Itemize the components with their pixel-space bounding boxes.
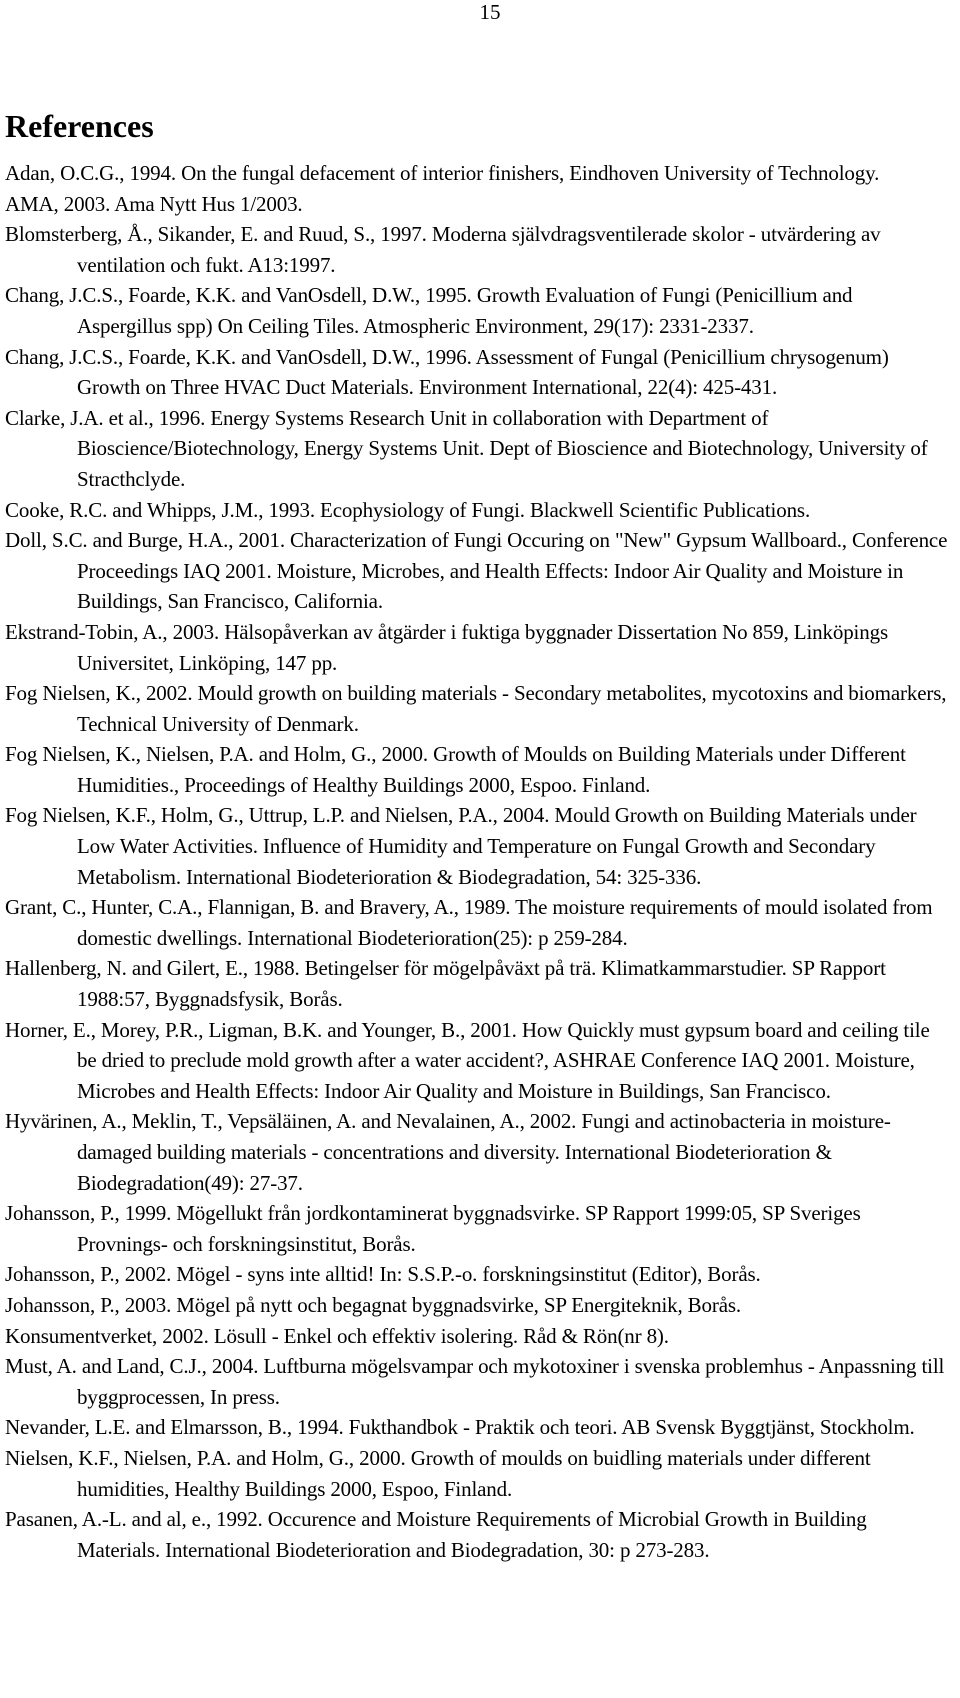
page-number: 15 bbox=[479, 0, 501, 24]
reference-entry: Konsumentverket, 2002. Lösull - Enkel och effektiv isolering. Råd & Rön(nr 8). bbox=[5, 1323, 669, 1348]
reference-entry: Hyvärinen, A., Meklin, T., Vepsäläinen, A. and Nevalainen, A., 2002. Fungi and actinobacteria in moisture-damaged building materials - concentrations and diversity. International Biodeterioration & Biodegradation(49): 27-37. bbox=[5, 1109, 891, 1195]
reference-entry: Chang, J.C.S., Foarde, K.K. and VanOsdell, D.W., 1995. Growth Evaluation of Fungi (Penicillium and Aspergillus spp) On Ceiling Tiles. Atmospheric Environment, 29(17): 2331-2337. bbox=[5, 283, 853, 338]
reference-list bbox=[5, 158, 950, 1565]
reference-entry: AMA, 2003. Ama Nytt Hus 1/2003. bbox=[5, 191, 303, 216]
reference-entry: Fog Nielsen, K., 2002. Mould growth on building materials - Secondary metabolites, mycotoxins and biomarkers, Technical University of Denmark. bbox=[5, 681, 947, 736]
reference-entry: Grant, C., Hunter, C.A., Flannigan, B. and Bravery, A., 1989. The moisture requirements of mould isolated from domestic dwellings. International Biodeterioration(25): p 259-284. bbox=[5, 895, 933, 950]
reference-entry: Doll, S.C. and Burge, H.A., 2001. Characterization of Fungi Occuring on "New" Gypsum Wallboard., Conference Proceedings IAQ 2001. Moisture, Microbes, and Health Effects: Indoor Air Quality and Moisture in Buildings, San Francisco, California. bbox=[5, 528, 948, 614]
reference-entry: Fog Nielsen, K.F., Holm, G., Uttrup, L.P. and Nielsen, P.A., 2004. Mould Growth on Building Materials under Low Water Activities. Influence of Humidity and Temperature on Fungal Growth and Secondary Metabolism. International Biodeterioration & Biodegradation, 54: 325-336. bbox=[5, 803, 917, 889]
reference-entry: Hallenberg, N. and Gilert, E., 1988. Betingelser för mögelpåväxt på trä. Klimatkammarstudier. SP Rapport 1988:57, Byggnadsfysik, Borås. bbox=[5, 956, 886, 1012]
reference-entry: Johansson, P., 1999. Mögellukt från jordkontaminerat byggnadsvirke. SP Rapport 1999:05, SP Sveriges Provnings- och forskningsinstitut, Borås. bbox=[5, 1201, 861, 1256]
reference-entry: Nevander, L.E. and Elmarsson, B., 1994. Fukthandbok - Praktik och teori. AB Svensk Byggtjänst, Stockholm. bbox=[5, 1415, 915, 1440]
reference-entry: Horner, E., Morey, P.R., Ligman, B.K. and Younger, B., 2001. How Quickly must gypsum board and ceiling tile be dried to preclude mold growth after a water accident?, ASHRAE Conference IAQ 2001. Moisture, Microbes and Health Effects: Indoor Air Quality and Moisture in Buildings, San Francisco. bbox=[5, 1017, 930, 1103]
reference-entry: Johansson, P., 2002. Mögel - syns inte alltid! In: S.S.P.-o. forskningsinstitut (Editor), Borås. bbox=[5, 1262, 761, 1287]
reference-entry: Fog Nielsen, K., Nielsen, P.A. and Holm, G., 2000. Growth of Moulds on Building Materials under Different Humidities., Proceedings of Healthy Buildings 2000, Espoo. Finland. bbox=[5, 742, 906, 797]
reference-entry: Adan, O.C.G., 1994. On the fungal defacement of interior finishers, Eindhoven University of Technology. bbox=[5, 161, 880, 185]
reference-entry: Chang, J.C.S., Foarde, K.K. and VanOsdell, D.W., 1996. Assessment of Fungal (Penicillium chrysogenum) Growth on Three HVAC Duct Materials. Environment International, 22(4): 425-431. bbox=[5, 344, 889, 400]
reference-entry: Pasanen, A.-L. and al, e., 1992. Occurence and Moisture Requirements of Microbial Growth in Building Materials. International Biodeterioration and Biodegradation, 30: p 273-283. bbox=[5, 1507, 867, 1562]
reference-entry: Johansson, P., 2003. Mögel på nytt och begagnat byggnadsvirke, SP Energiteknik, Borås. bbox=[5, 1292, 742, 1317]
reference-entry: Ekstrand-Tobin, A., 2003. Hälsopåverkan av åtgärder i fuktiga byggnader Dissertation No 859, Linköpings Universitet, Linköping, 147 pp. bbox=[5, 619, 888, 675]
reference-entry: Clarke, J.A. et al., 1996. Energy Systems Research Unit in collaboration with Department of Bioscience/Biotechnology, Energy Systems Unit. Dept of Bioscience and Biotechnology, University of Stracthclyde. bbox=[5, 405, 928, 491]
reference-entry: Must, A. and Land, C.J., 2004. Luftburna mögelsvampar och mykotoxiner i svenska problemhus - Anpassning till byggprocessen, In press. bbox=[5, 1354, 945, 1409]
reference-entry: Blomsterberg, Å., Sikander, E. and Ruud, S., 1997. Moderna självdragsventilerade skolor - utvärdering av ventilation och fukt. A13:1997. bbox=[5, 222, 881, 277]
reference-entry: Cooke, R.C. and Whipps, J.M., 1993. Ecophysiology of Fungi. Blackwell Scientific Publications. bbox=[5, 497, 811, 522]
references-heading: References bbox=[5, 108, 154, 144]
reference-entry: Nielsen, K.F., Nielsen, P.A. and Holm, G., 2000. Growth of moulds on buidling materials under different humidities, Healthy Buildings 2000, Espoo, Finland. bbox=[5, 1445, 871, 1501]
